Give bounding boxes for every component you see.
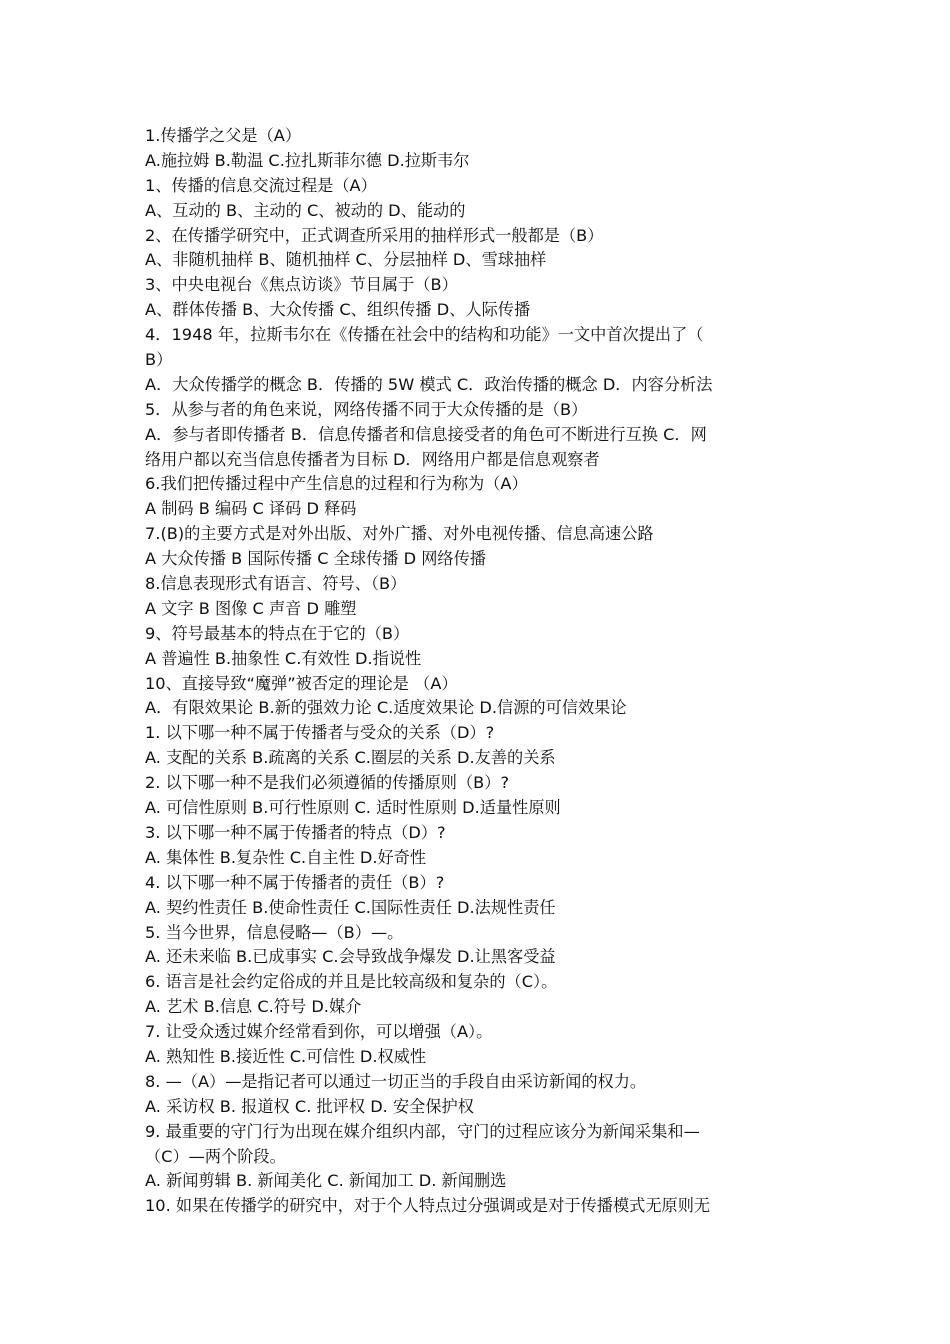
options-line: A 文字 B 图像 C 声音 D 雕塑 — [145, 598, 357, 618]
options-line: A. 采访权 B. 报道权 C. 批评权 D. 安全保护权 — [145, 1096, 474, 1116]
document-body — [145, 124, 810, 1219]
options-line: A、非随机抽样 B、随机抽样 C、分层抽样 D、雪球抽样 — [145, 250, 547, 270]
options-line: A. 还未来临 B.已成事实 C.会导致战争爆发 D.让黑客受益 — [145, 947, 556, 967]
options-line: A 普遍性 B.抽象性 C.有效性 D.指说性 — [145, 648, 422, 668]
options-line-continued: 络用户都以充当信息传播者为目标 D．网络用户都是信息观察者 — [145, 449, 600, 469]
question-line: 5．从参与者的角色来说，网络传播不同于大众传播的是（B） — [145, 399, 588, 419]
question-line: 4．1948 年，拉斯韦尔在《传播在社会中的结构和功能》一文中首次提出了（ — [145, 325, 704, 345]
options-line: A、群体传播 B、大众传播 C、组织传播 D、人际传播 — [145, 300, 531, 320]
question-line: 7.(B)的主要方式是对外出版、对外广播、对外电视传播、信息高速公路 — [145, 524, 654, 544]
options-line: A．大众传播学的概念 B．传播的 5W 模式 C．政治传播的概念 D．内容分析法 — [145, 374, 713, 394]
options-line: A.施拉姆 B.勒温 C.拉扎斯菲尔德 D.拉斯韦尔 — [145, 150, 470, 170]
options-line: A．参与者即传播者 B．信息传播者和信息接受者的角色可不断进行互换 C．网 — [145, 424, 707, 444]
question-line: 2、在传播学研究中，正式调查所采用的抽样形式一般都是（B） — [145, 225, 604, 245]
question-line: 1、传播的信息交流过程是（A） — [145, 175, 377, 195]
options-line: A. 新闻剪辑 B. 新闻美化 C. 新闻加工 D. 新闻删选 — [145, 1171, 507, 1191]
question-line: 4. 以下哪一种不属于传播者的责任（B）? — [145, 872, 445, 892]
question-line: 6. 语言是社会约定俗成的并且是比较高级和复杂的（C）。 — [145, 972, 558, 992]
question-line: 6.我们把传播过程中产生信息的过程和行为称为（A） — [145, 474, 528, 494]
question-line: 7. 让受众透过媒介经常看到你，可以增强（A）。 — [145, 1022, 493, 1042]
options-line: A 制码 B 编码 C 译码 D 释码 — [145, 499, 357, 519]
question-line: 3. 以下哪一种不属于传播者的特点（D）? — [145, 822, 446, 842]
question-line: 8. —（A）—是指记者可以通过一切正当的手段自由采访新闻的权力。 — [145, 1071, 647, 1091]
options-line: A、互动的 B、主动的 C、被动的 D、能动的 — [145, 200, 466, 220]
options-line: A. 熟知性 B.接近性 C.可信性 D.权威性 — [145, 1046, 427, 1066]
options-line: A. 集体性 B.复杂性 C.自主性 D.好奇性 — [145, 847, 427, 867]
question-line: 8.信息表现形式有语言、符号、（B） — [145, 574, 407, 594]
question-line: 9. 最重要的守门行为出现在媒介组织内部，守门的过程应该分为新闻采集和— — [145, 1121, 700, 1141]
question-line: 5. 当今世界，信息侵略—（B）—。 — [145, 922, 404, 942]
options-line: A. 可信性原则 B.可行性原则 C. 适时性原则 D.适量性原则 — [145, 798, 561, 818]
options-line: A．有限效果论 B.新的强效力论 C.适度效果论 D.信源的可信效果论 — [145, 698, 627, 718]
question-line-continued: B） — [145, 350, 173, 370]
question-line: 1. 以下哪一种不属于传播者与受众的关系（D）? — [145, 723, 495, 743]
question-line: 10. 如果在传播学的研究中，对于个人特点过分强调或是对于传播模式无原则无 — [145, 1196, 711, 1216]
question-line-continued: （C）—两个阶段。 — [145, 1146, 286, 1166]
question-line: 10、直接导致“魔弹”被否定的理论是 （A） — [145, 673, 458, 693]
question-line: 2. 以下哪一种不是我们必须遵循的传播原则（B）? — [145, 773, 510, 793]
options-line: A. 艺术 B.信息 C.符号 D.媒介 — [145, 997, 362, 1017]
question-line: 3、中央电视台《焦点访谈》节目属于（B） — [145, 275, 458, 295]
options-line: A 大众传播 B 国际传播 C 全球传播 D 网络传播 — [145, 549, 486, 569]
options-line: A. 契约性责任 B.使命性责任 C.国际性责任 D.法规性责任 — [145, 897, 556, 917]
question-line: 9、符号最基本的特点在于它的（B） — [145, 623, 410, 643]
question-line: 1.传播学之父是（A） — [145, 126, 302, 145]
options-line: A. 支配的关系 B.疏离的关系 C.圈层的关系 D.友善的关系 — [145, 748, 556, 768]
